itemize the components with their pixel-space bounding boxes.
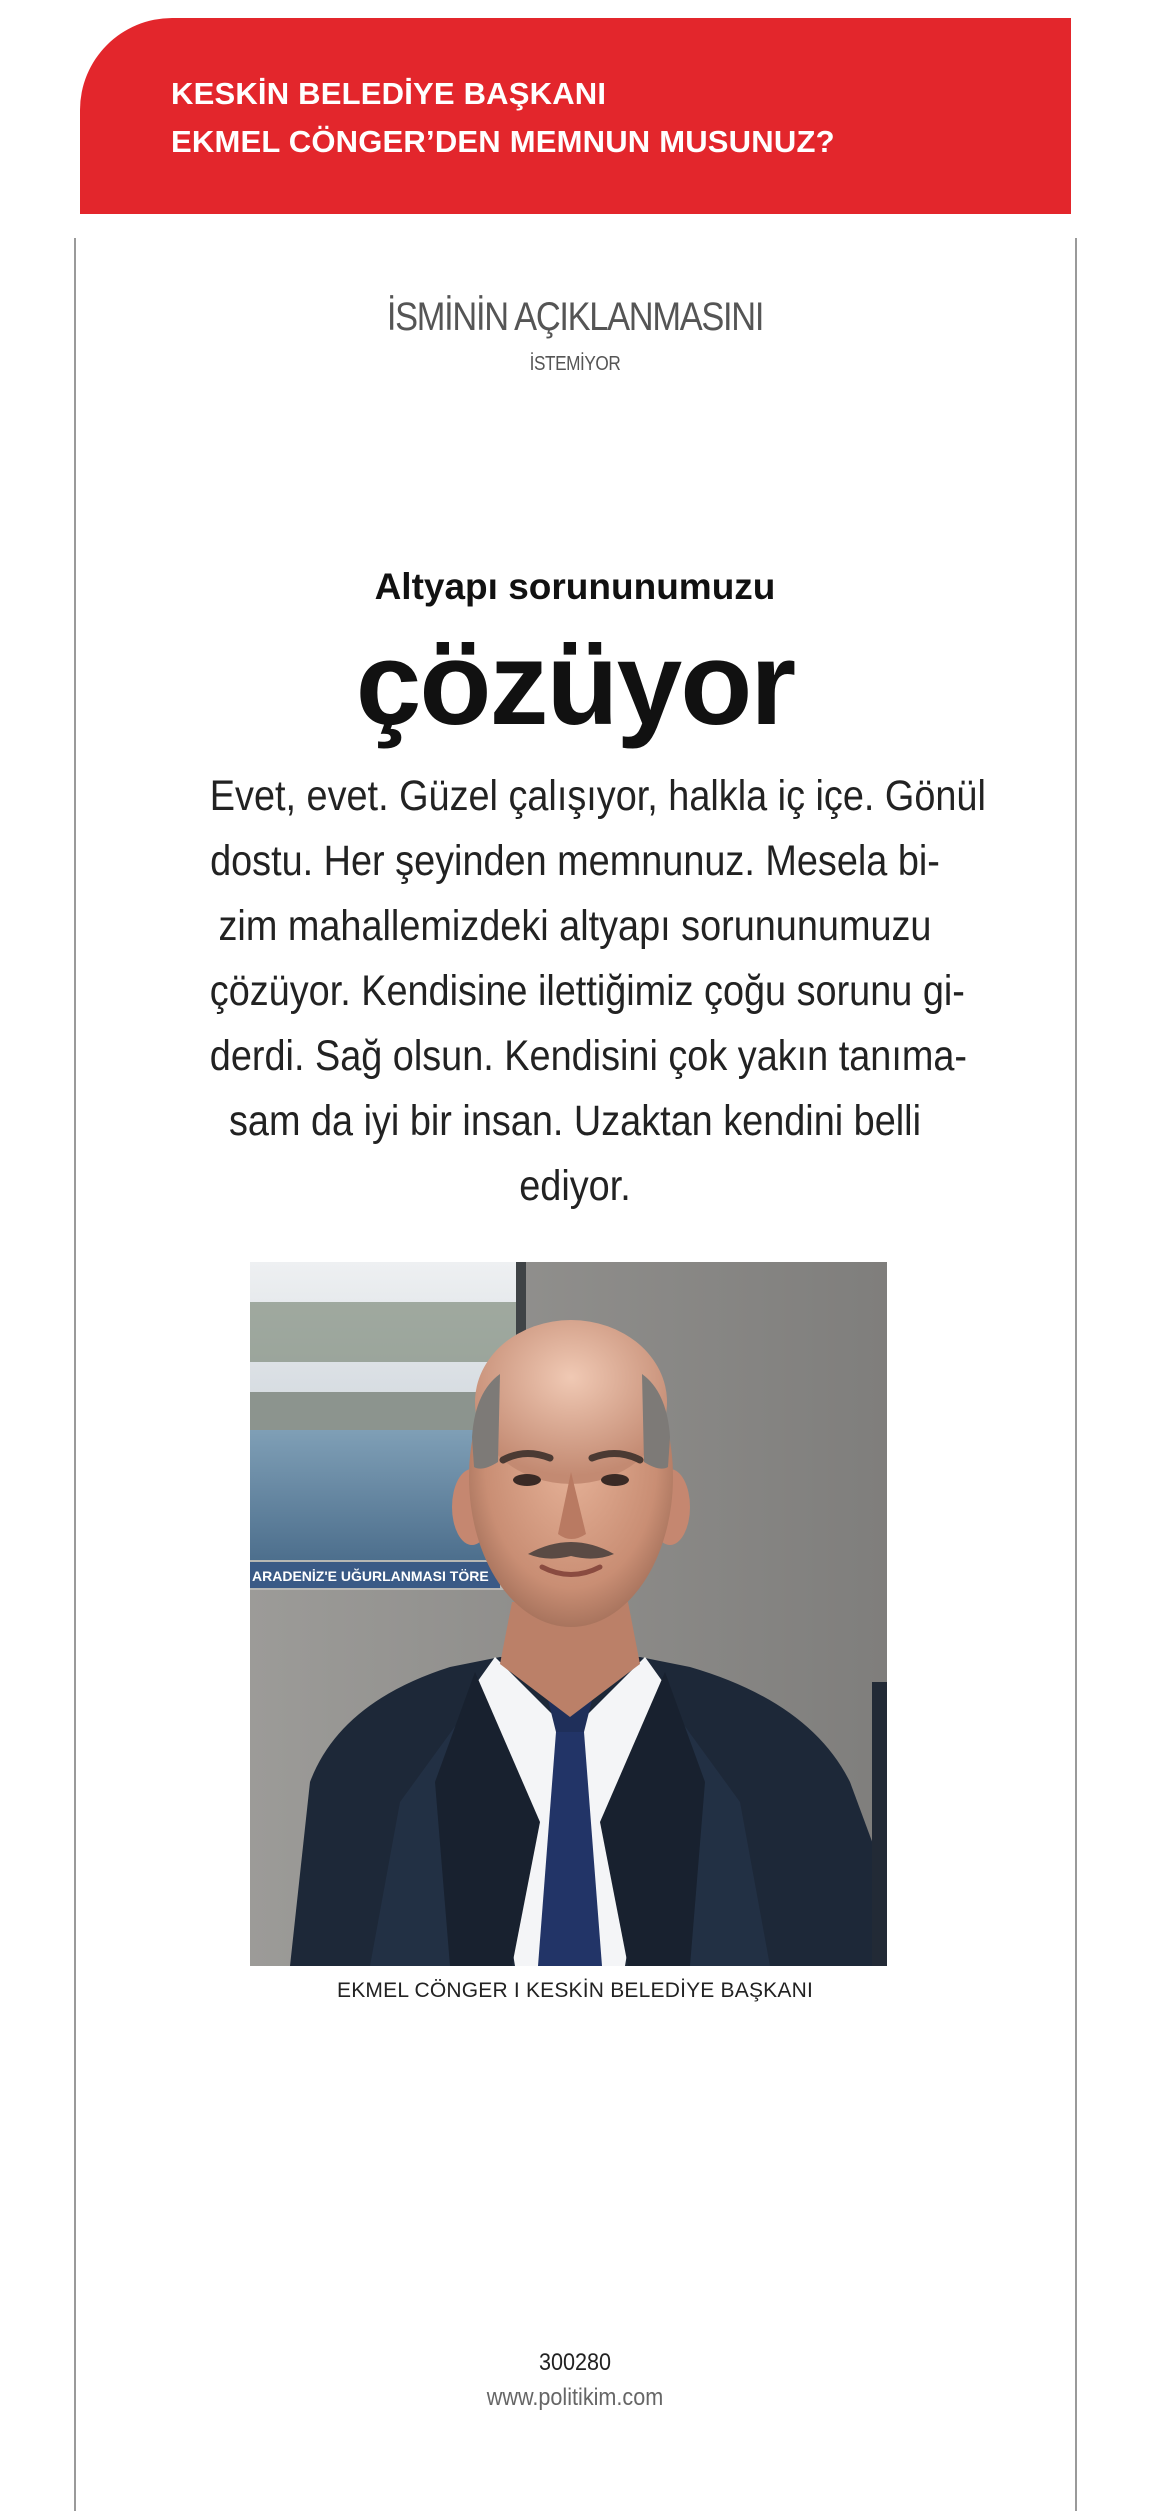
footer-url[interactable]: www.politikim.com (486, 2384, 664, 2411)
body-line: dostu. Her şeyinden memnunuz. Mesela bi- (210, 837, 940, 885)
body-line: çözüyor. Kendisine ilettiğimiz çoğu sorunu gi- (209, 967, 965, 1015)
footer-code: 300280 (538, 2349, 612, 2376)
body-text (160, 764, 990, 1219)
photo-eye-right (601, 1474, 629, 1486)
frame-right-border (1075, 238, 1077, 2511)
body-line: zim mahallemizdeki altyapı sorununumuzu (218, 902, 932, 950)
header-banner (80, 18, 1071, 214)
headline-small: Altyapı sorununumuzu (374, 566, 776, 607)
photo-eye-left (513, 1474, 541, 1486)
portrait-photo (250, 1262, 887, 1966)
header-title-line-1: KESKİN BELEDİYE BAŞKANI (171, 76, 607, 111)
body-line: ediyor. (519, 1162, 631, 1210)
photo-caption: EKMEL CÖNGER I KESKİN BELEDİYE BAŞKANI (337, 1979, 813, 2002)
body-line: derdi. Sağ olsun. Kendisini çok yakın tanıma- (209, 1032, 968, 1080)
respondent-note: İSTEMİYOR (529, 353, 621, 375)
photo-background-figure (872, 1682, 887, 1966)
headline-big: çözüyor (355, 618, 795, 750)
photo-banner-text: ARADENİZ'E UĞURLANMASI TÖRE (252, 1568, 489, 1584)
photo-window-trees (250, 1302, 522, 1362)
header-title-line-2: EKMEL CÖNGER’DEN MEMNUN MUSUNUZ? (171, 124, 835, 159)
body-line: sam da iyi bir insan. Uzaktan kendini belli (229, 1097, 921, 1145)
body-line: Evet, evet. Güzel çalışıyor, halkla iç içe. Gönül (209, 772, 986, 820)
respondent-name: İSMİNİN AÇIKLANMASINI (386, 295, 764, 339)
